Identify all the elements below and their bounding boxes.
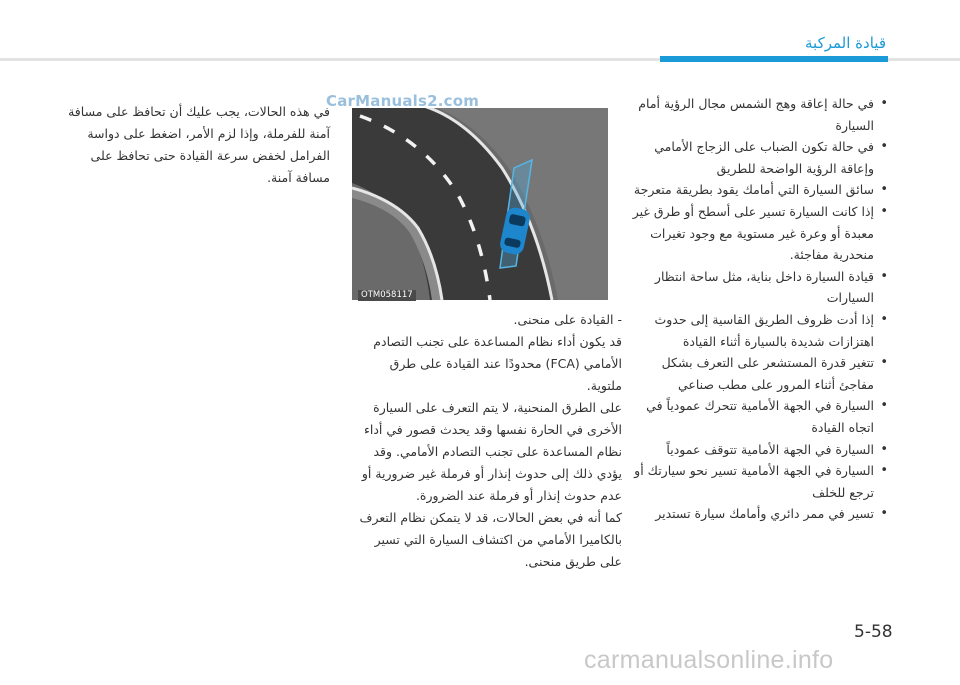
list-item: • السيارة في الجهة الأمامية تتحرك عمودياً في اتجاه القيادة bbox=[630, 395, 888, 438]
list-item: • سائق السيارة التي أمامك يقود بطريقة متعرجة bbox=[630, 179, 888, 201]
page-number: 5-58 bbox=[854, 622, 893, 642]
list-item: • تتغير قدرة المستشعر على التعرف بشكل مفاجئ أثناء المرور على مطب صناعي bbox=[630, 352, 888, 395]
figure-caption: OTM058117 bbox=[358, 290, 416, 301]
curve-paragraph-1: قد يكون أداء نظام المساعدة على تجنب التصادم الأمامي (FCA) محدودًا عند القيادة على طرق ملتوية. bbox=[373, 334, 622, 393]
page-header-title: قيادة المركبة bbox=[805, 34, 886, 52]
list-item: • في حالة إعاقة وهج الشمس مجال الرؤية أمام السيارة bbox=[630, 93, 888, 136]
curve-driving-section bbox=[352, 309, 622, 573]
curve-paragraph-3: كما أنه في بعض الحالات، قد لا يتمكن نظام التعرف بالكاميرا الأمامي من اكتشاف السيارة التي تسير على طريق منحنى. bbox=[359, 510, 622, 569]
list-item: • إذا كانت السيارة تسير على أسطح أو طرق غير معبدة أو وعرة غير مستوية مع وجود تغيرات منحدرية مفاجئة. bbox=[630, 201, 888, 266]
section-heading: - القيادة على منحنى. bbox=[513, 312, 622, 327]
list-item: • إذا أدت ظروف الطريق القاسية إلى حدوث اهتزازات شديدة بالسيارة أثناء القيادة bbox=[630, 309, 888, 352]
list-item: • قيادة السيارة داخل بناية، مثل ساحة انتظار السيارات bbox=[630, 266, 888, 309]
safe-distance-paragraph: في هذه الحالات، يجب عليك أن تحافظ على مسافة آمنة للفرملة، وإذا لزم الأمر، اضغط على دواسة الفرامل لخفض سرعة القيادة حتى تحافظ على مسافة آمنة. bbox=[68, 104, 330, 185]
list-item: • تسير في ممر دائري وأمامك سيارة تستدير bbox=[630, 503, 888, 525]
list-item: • السيارة في الجهة الأمامية تتوقف عمودياً bbox=[630, 439, 888, 461]
curve-paragraph-2: على الطرق المنحنية، لا يتم التعرف على السيارة الأخرى في الحارة نفسها وقد يحدث قصور في أداء نظام المساعدة على تجنب التصادم الأمامي. وقد يؤدي ذلك إلى حدوث إنذار أو فرملة غير ضرورية أو عدم حدوث إنذار أو فرملة عند الضرورة. bbox=[361, 400, 622, 503]
curved-road-illustration bbox=[352, 108, 608, 300]
footer-watermark: carmanualsonline.info bbox=[584, 646, 834, 674]
watermark-text: CarManuals2.com bbox=[326, 92, 480, 110]
conditions-bullet-list bbox=[630, 93, 888, 525]
header-accent-bar bbox=[660, 56, 888, 62]
list-item: • السيارة في الجهة الأمامية تسير نحو سيارتك أو ترجع للخلف bbox=[630, 460, 888, 503]
list-item: • في حالة تكون الضباب على الزجاج الأمامي وإعاقة الرؤية الواضحة للطريق bbox=[630, 136, 888, 179]
curved-road-svg bbox=[352, 108, 608, 300]
